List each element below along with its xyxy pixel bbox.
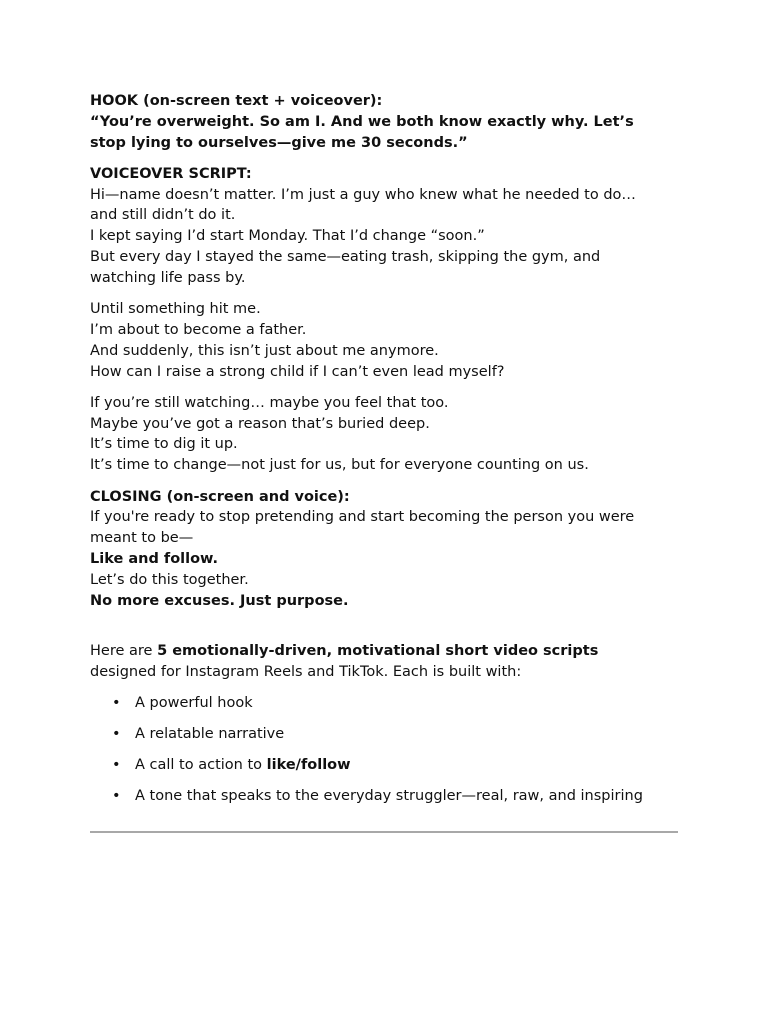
document-content [90, 91, 680, 817]
intro-line-2: designed for Instagram Reels and TikTok. Each is built with: [90, 664, 522, 681]
closing-like-follow: Like and follow. [90, 550, 219, 567]
voiceover-line: And suddenly, this isn’t just about me anymore. [90, 342, 439, 359]
voiceover-line: It’s time to dig it up. [90, 436, 238, 453]
intro-line [90, 641, 680, 662]
voiceover-line: watching life pass by. [90, 269, 246, 286]
voiceover-line: How can I raise a strong child if I can’t even lead myself? [90, 363, 505, 380]
intro-section [90, 641, 680, 683]
voiceover-line: Hi—name doesn’t matter. I’m just a guy who knew what he needed to do… [90, 186, 636, 203]
list-item-text: A powerful hook [135, 694, 253, 711]
hook-text [90, 112, 680, 154]
closing-heading: CLOSING (on-screen and voice): [90, 488, 350, 505]
list-item [90, 786, 680, 807]
list-item-text: A tone that speaks to the everyday struggler—real, raw, and inspiring [135, 788, 643, 805]
voiceover-heading: VOICEOVER SCRIPT: [90, 165, 252, 182]
voiceover-section [90, 164, 680, 289]
closing-line: meant to be— [90, 530, 194, 547]
hook-heading: HOOK (on-screen text + voiceover): [90, 93, 383, 109]
closing-section [90, 487, 680, 612]
voiceover-paragraph-2 [90, 299, 680, 382]
intro-prefix: Here are [90, 643, 158, 660]
bullet-icon: • [112, 694, 121, 711]
feature-list [90, 693, 680, 807]
bullet-icon: • [112, 757, 121, 774]
bullet-icon: • [112, 788, 121, 805]
voiceover-paragraph-3 [90, 393, 680, 476]
list-item-text: A call to action to [135, 757, 267, 774]
voiceover-line: If you’re still watching… maybe you feel that too. [90, 394, 449, 411]
list-item-text: A relatable narrative [135, 726, 285, 743]
section-spacer [90, 611, 680, 641]
voiceover-paragraph-1 [90, 185, 680, 289]
list-item [90, 693, 680, 714]
closing-line: Let’s do this together. [90, 571, 249, 588]
horizontal-rule [90, 831, 678, 833]
voiceover-line: It’s time to change—not just for us, but for everyone counting on us. [90, 457, 589, 474]
voiceover-line: and still didn’t do it. [90, 207, 236, 224]
bullet-icon: • [112, 726, 121, 743]
voiceover-line: I’m about to become a father. [90, 321, 307, 338]
closing-final: No more excuses. Just purpose. [90, 592, 349, 609]
voiceover-line: I kept saying I’d start Monday. That I’d change “soon.” [90, 228, 485, 245]
list-item [90, 724, 680, 745]
hook-line: stop lying to ourselves—give me 30 seconds.” [90, 134, 468, 151]
voiceover-line: Maybe you’ve got a reason that’s buried deep. [90, 415, 430, 432]
closing-line: If you're ready to stop pretending and start becoming the person you were [90, 509, 635, 526]
hook-section [90, 91, 680, 153]
voiceover-line: But every day I stayed the same—eating trash, skipping the gym, and [90, 249, 601, 266]
list-item-bold: like/follow [266, 757, 351, 774]
voiceover-line: Until something hit me. [90, 301, 261, 318]
hook-line: “You’re overweight. So am I. And we both know exactly why. Let’s [90, 113, 634, 130]
list-item [90, 755, 680, 776]
intro-bold: 5 emotionally-driven, motivational short video scripts [157, 643, 599, 660]
